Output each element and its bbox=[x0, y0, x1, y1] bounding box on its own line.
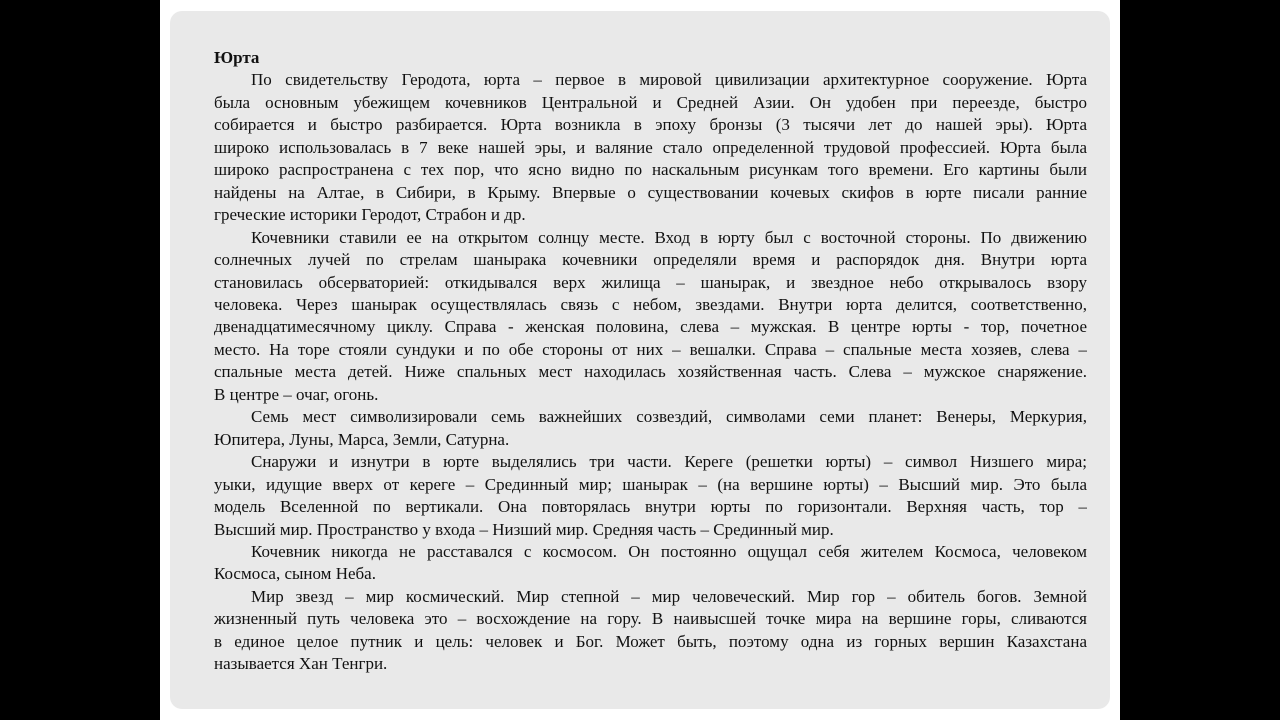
paragraph bbox=[214, 227, 1087, 407]
text-line: найдены на Алтае, в Сибири, в Крыму. Впервые о существовании кочевых скифов в юрте писали ранние bbox=[214, 182, 1087, 202]
text-line: широко использовалась в 7 веке нашей эры, и валяние стало определенной трудовой профессией. Юрта была bbox=[214, 137, 1087, 157]
text-line: Космоса, сыном Неба. bbox=[214, 564, 376, 584]
paragraph bbox=[214, 406, 1087, 451]
text-line: жизненный путь человека это – восхождение на гору. В наивысшей точке мира на вершине горы, сливаются bbox=[214, 609, 1087, 629]
document-body bbox=[214, 47, 1087, 676]
text-line: в единое целое путник и цель: человек и Бог. Может быть, поэтому одна из горных вершин Казахстана bbox=[214, 631, 1087, 651]
text-line: широко распространена с тех пор, что ясно видно по наскальным рисункам того времени. Его картины были bbox=[214, 160, 1087, 180]
paragraph bbox=[214, 541, 1087, 586]
text-line: становилась обсерваторией: откидывался верх жилища – шанырак, и звездное небо открывалось взору bbox=[214, 272, 1087, 292]
paragraph bbox=[214, 586, 1087, 676]
slide bbox=[160, 0, 1120, 720]
text-line: Высший мир. Пространство у входа – Низший мир. Средняя часть – Срединный мир. bbox=[214, 519, 834, 539]
text-panel bbox=[170, 11, 1110, 709]
text-line: греческие историки Геродот, Страбон и др. bbox=[214, 205, 526, 225]
text-line: модель Вселенной по вертикали. Она повторялась внутри юрты по горизонтали. Верхняя часть, тор – bbox=[214, 497, 1087, 517]
text-line: уыки, идущие вверх от кереге – Срединный мир; шанырак – (на вершине юрты) – Высший мир. Это была bbox=[214, 474, 1087, 494]
text-line: Семь мест символизировали семь важнейших созвездий, символами семи планет: Венеры, Меркурия, bbox=[251, 407, 1087, 427]
text-line: спальные места детей. Ниже спальных мест находилась хозяйственная часть. Слева – мужское снаряжение. bbox=[214, 362, 1087, 382]
document-title: Юрта bbox=[214, 48, 260, 67]
text-line: человека. Через шанырак осуществлялась связь с небом, звездами. Внутри юрта делится, соответственно, bbox=[214, 294, 1087, 314]
text-line: По свидетельству Геродота, юрта – первое в мировой цивилизации архитектурное сооружение. Юрта bbox=[251, 70, 1087, 90]
paragraph bbox=[214, 451, 1087, 541]
text-line: В центре – очаг, огонь. bbox=[214, 384, 379, 404]
text-line: Кочевник никогда не расставался с космосом. Он постоянно ощущал себя жителем Космоса, человеком bbox=[251, 541, 1087, 561]
text-line: двенадцатимесячному циклу. Справа - женская половина, слева – мужская. В центре юрты - тор, почетное bbox=[214, 317, 1087, 337]
text-line: Мир звезд – мир космический. Мир степной – мир человеческий. Мир гор – обитель богов. Земной bbox=[251, 586, 1087, 606]
text-line: солнечных лучей по стрелам шанырака кочевники определяли время и распорядок дня. Внутри юрта bbox=[214, 250, 1087, 270]
text-line: Юпитера, Луны, Марса, Земли, Сатурна. bbox=[214, 429, 510, 449]
text-line: была основным убежищем кочевников Центральной и Средней Азии. Он удобен при переезде, быстро bbox=[214, 92, 1087, 112]
text-line: называется Хан Тенгри. bbox=[214, 654, 388, 674]
text-line: Кочевники ставили ее на открытом солнцу месте. Вход в юрту был с восточной стороны. По движению bbox=[251, 227, 1087, 247]
text-line: собирается и быстро разбирается. Юрта возникла в эпоху бронзы (3 тысячи лет до нашей эры). Юрта bbox=[214, 115, 1087, 135]
text-line: место. На торе стояли сундуки и по обе стороны от них – вешалки. Справа – спальные места хозяев, слева – bbox=[214, 339, 1087, 359]
paragraph bbox=[214, 69, 1087, 226]
text-line: Снаружи и изнутри в юрте выделялись три части. Кереге (решетки юрты) – символ Низшего мира; bbox=[251, 452, 1087, 472]
